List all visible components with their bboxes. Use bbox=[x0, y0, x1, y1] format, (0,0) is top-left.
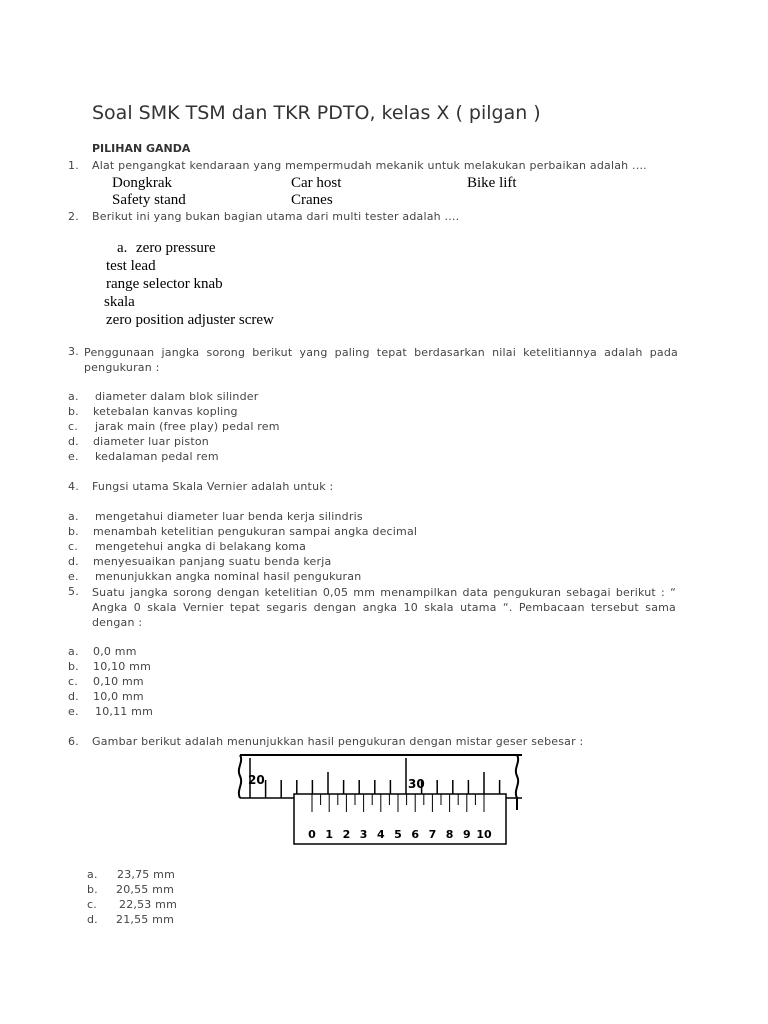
option-letter: d. bbox=[68, 435, 79, 448]
option-text: menyesuaikan panjang suatu benda kerja bbox=[93, 555, 332, 568]
option-text: diameter luar piston bbox=[93, 435, 209, 448]
vernier-scale-label: 9 bbox=[462, 828, 471, 841]
option-letter: a. bbox=[87, 868, 98, 881]
vernier-scale-label: 0 bbox=[308, 828, 316, 841]
main-scale-ticks bbox=[250, 758, 500, 798]
option-text: test lead bbox=[106, 258, 156, 274]
vernier-scale-label: 8 bbox=[445, 828, 454, 841]
question-text: Berikut ini yang bukan bagian utama dari multi tester adalah .... bbox=[92, 210, 460, 223]
option-letter: e. bbox=[68, 570, 79, 583]
page-title: Soal SMK TSM dan TKR PDTO, kelas X ( pilgan ) bbox=[92, 102, 541, 124]
option-text: 21,55 mm bbox=[116, 913, 175, 926]
question-number: 5. bbox=[68, 585, 79, 598]
option-text: jarak main (free play) pedal rem bbox=[95, 420, 280, 433]
option-text: menambah ketelitian pengukuran sampai angka decimal bbox=[93, 525, 418, 538]
vernier-scale-label: 7 bbox=[428, 828, 437, 841]
option-text: Car host bbox=[291, 175, 342, 191]
question-text: Alat pengangkat kendaraan yang mempermudah mekanik untuk melakukan perbaikan adalah .... bbox=[92, 159, 647, 172]
vernier-caliper-diagram bbox=[232, 750, 528, 850]
option-letter: c. bbox=[68, 540, 78, 553]
option-text: 10,0 mm bbox=[93, 690, 144, 703]
option-text: Safety stand bbox=[112, 192, 186, 208]
option-letter: a. bbox=[68, 510, 79, 523]
option-text: mengetahui diameter luar benda kerja silindris bbox=[95, 510, 363, 523]
option-text: menunjukkan angka nominal hasil pengukuran bbox=[95, 570, 362, 583]
question-number: 1. bbox=[68, 159, 79, 172]
option-text: diameter dalam blok silinder bbox=[95, 390, 259, 403]
vernier-scale-label: 2 bbox=[342, 828, 351, 841]
option-letter: b. bbox=[68, 660, 79, 673]
option-letter: b. bbox=[68, 405, 79, 418]
option-text: Cranes bbox=[291, 192, 333, 208]
option-text: kedalaman pedal rem bbox=[95, 450, 219, 463]
option-letter: a. bbox=[68, 390, 79, 403]
option-letter: e. bbox=[68, 450, 79, 463]
question-text: Suatu jangka sorong dengan ketelitian 0,05 mm menampilkan data pengukuran sebagai berikut : “ Angka 0 skala Vernier tepat segaris dengan angka 10 skala utama “. Pembacaan tersebut sama dengan : bbox=[92, 586, 676, 629]
option-text: zero position adjuster screw bbox=[106, 312, 274, 328]
vernier-scale-label: 1 bbox=[325, 828, 334, 841]
option-letter: c. bbox=[68, 675, 78, 688]
vernier-scale-label: 3 bbox=[359, 828, 368, 841]
question-text: Penggunaan jangka sorong berikut yang paling tepat berdasarkan nilai ketelitiannya adalah pada pengukuran : bbox=[84, 346, 678, 374]
option-text: range selector knab bbox=[106, 276, 223, 292]
main-scale-label: 30 bbox=[408, 777, 425, 791]
option-letter: d. bbox=[87, 913, 98, 926]
section-heading: PILIHAN GANDA bbox=[92, 142, 191, 155]
vernier-scale-label: 10 bbox=[476, 828, 492, 841]
question-text: Gambar berikut adalah menunjukkan hasil pengukuran dengan mistar geser sebesar : bbox=[92, 735, 584, 748]
option-letter: a. bbox=[117, 240, 128, 256]
option-text: 10,11 mm bbox=[95, 705, 154, 718]
option-letter: d. bbox=[68, 690, 79, 703]
option-letter: e. bbox=[68, 705, 79, 718]
option-letter: b. bbox=[87, 883, 98, 896]
option-text: mengetehui angka di belakang koma bbox=[95, 540, 307, 553]
option-text: 22,53 mm bbox=[119, 898, 178, 911]
option-text: 0,10 mm bbox=[93, 675, 144, 688]
question-number: 4. bbox=[68, 480, 79, 493]
option-letter: c. bbox=[87, 898, 97, 911]
question-number: 3. bbox=[68, 345, 79, 358]
vernier-scale-label: 4 bbox=[376, 828, 385, 841]
option-text: 23,75 mm bbox=[117, 868, 176, 881]
option-letter: a. bbox=[68, 645, 79, 658]
main-scale-label: 20 bbox=[248, 773, 265, 787]
option-text: Dongkrak bbox=[112, 175, 172, 191]
option-letter: d. bbox=[68, 555, 79, 568]
question-text: Fungsi utama Skala Vernier adalah untuk : bbox=[92, 480, 334, 493]
option-text: 20,55 mm bbox=[116, 883, 175, 896]
question-number: 2. bbox=[68, 210, 79, 223]
option-text: 0,0 mm bbox=[93, 645, 137, 658]
option-text: ketebalan kanvas kopling bbox=[93, 405, 238, 418]
option-letter: b. bbox=[68, 525, 79, 538]
option-text: Bike lift bbox=[467, 175, 517, 191]
vernier-scale-label: 6 bbox=[411, 828, 420, 841]
question-number: 6. bbox=[68, 735, 79, 748]
option-letter: c. bbox=[68, 420, 78, 433]
vernier-scale-label: 5 bbox=[394, 828, 402, 841]
option-text: zero pressure bbox=[136, 240, 216, 256]
option-text: 10,10 mm bbox=[93, 660, 152, 673]
option-text: skala bbox=[104, 294, 135, 310]
